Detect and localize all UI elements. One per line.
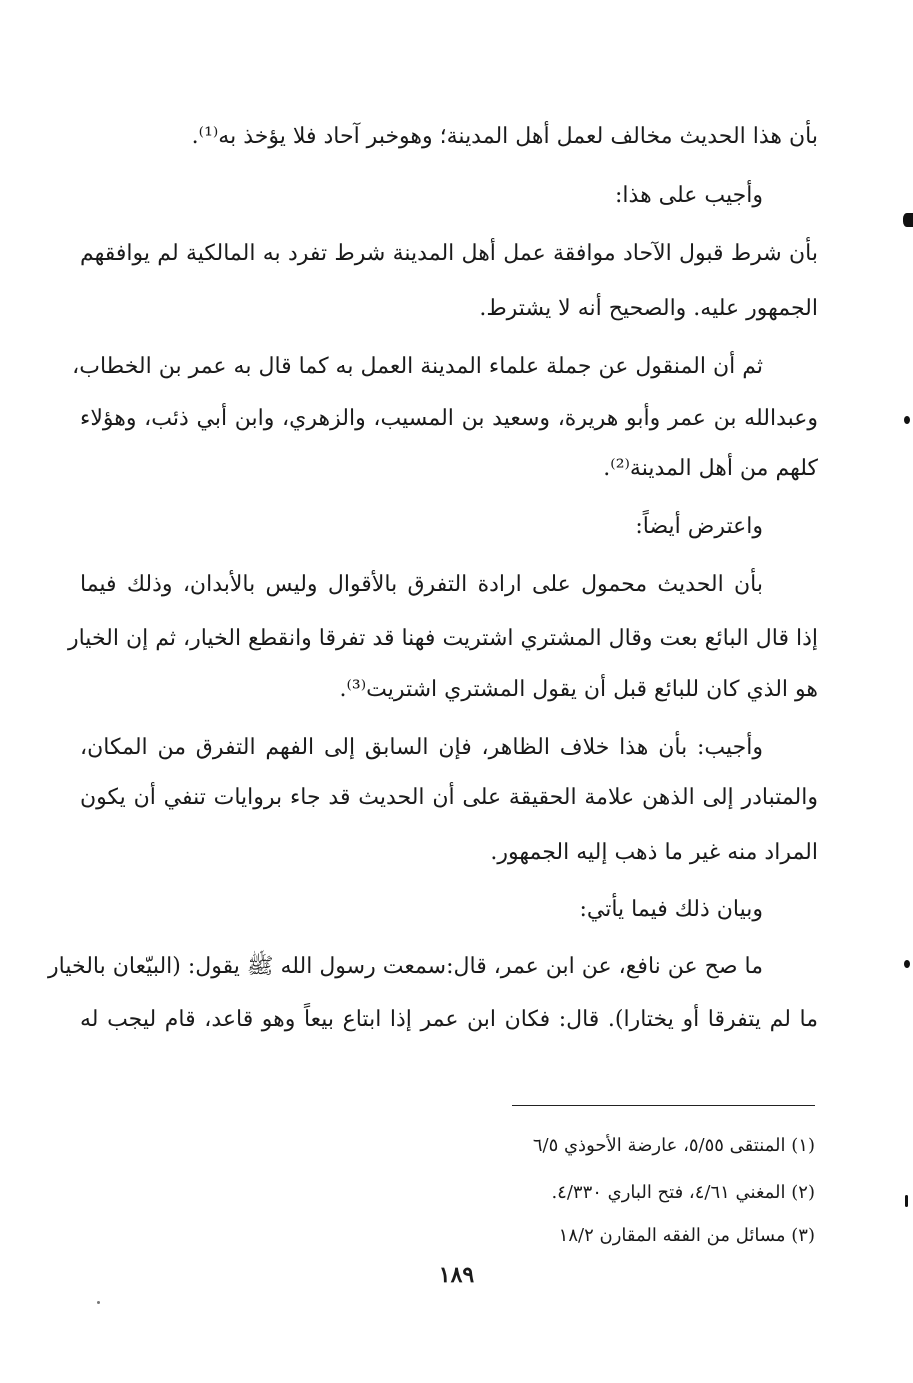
- body-line-10: إذا قال البائع بعت وقال المشتري اشتريت فهنا قد تفرقا وانقطع الخيار، ثم إن الخيار: [67, 626, 818, 651]
- scan-edge-dot: [904, 960, 910, 968]
- body-line-6: وعبدالله بن عمر وأبو هريرة، وسعيد بن المسيب، والزهري، وابن أبي ذئب، وهؤلاء: [80, 406, 818, 431]
- body-line-17: ما لم يتفرقا أو يختارا). قال: فكان ابن عمر إذا ابتاع بيعاً وهو قاعد، قام ليجب له: [80, 1007, 818, 1032]
- body-line-9: بأن الحديث محمول على ارادة التفرق بالأقوال وليس بالأبدان، وذلك فيما: [80, 572, 763, 597]
- scan-edge-dot: [904, 416, 910, 424]
- footnote-separator: [512, 1105, 815, 1106]
- body-line-4: الجمهور عليه. والصحيح أنه لا يشترط.: [479, 296, 818, 321]
- scan-edge-mark: [905, 1195, 908, 1207]
- footnote-2: (٢) المغني ٤/٦١، فتح الباري ٤/٣٣٠.: [551, 1182, 815, 1203]
- body-line-5: ثم أن المنقول عن جملة علماء المدينة العمل به كما قال به عمر بن الخطاب،: [72, 354, 763, 379]
- body-line-2: وأجيب على هذا:: [615, 183, 763, 208]
- body-line-13: والمتبادر إلى الذهن علامة الحقيقة على أن الحديث قد جاء بروايات تنفي أن يكون: [80, 785, 818, 810]
- body-line-11: هو الذي كان للبائع قبل أن يقول المشتري اشتريت⁽³⁾.: [339, 677, 818, 702]
- scan-speck: [97, 1301, 100, 1304]
- body-line-14: المراد منه غير ما ذهب إليه الجمهور.: [490, 840, 818, 865]
- scan-edge-mark: [903, 213, 913, 227]
- body-line-15: وبيان ذلك فيما يأتي:: [579, 897, 763, 922]
- body-line-1: بأن هذا الحديث مخالف لعمل أهل المدينة؛ وهوخبر آحاد فلا يؤخذ به⁽¹⁾.: [191, 124, 818, 149]
- body-line-3: بأن شرط قبول الآحاد موافقة عمل أهل المدينة شرط تفرد به المالكية لم يوافقهم: [80, 241, 818, 266]
- body-line-8: واعترض أيضاً:: [635, 514, 763, 539]
- footnote-1: (١) المنتقى ٥/٥٥، عارضة الأحوذي ٦/٥: [532, 1135, 815, 1156]
- footnote-3: (٣) مسائل من الفقه المقارن ١٨/٢: [558, 1225, 815, 1246]
- page-number: ١٨٩: [438, 1262, 475, 1288]
- body-line-12: وأجيب: بأن هذا خلاف الظاهر، فإن السابق إلى الفهم التفرق من المكان،: [80, 735, 763, 760]
- body-line-7: كلهم من أهل المدينة⁽²⁾.: [603, 456, 818, 481]
- body-line-16: ما صح عن نافع، عن ابن عمر، قال:سمعت رسول الله ﷺ يقول: (البيّعان بالخيار: [48, 954, 763, 979]
